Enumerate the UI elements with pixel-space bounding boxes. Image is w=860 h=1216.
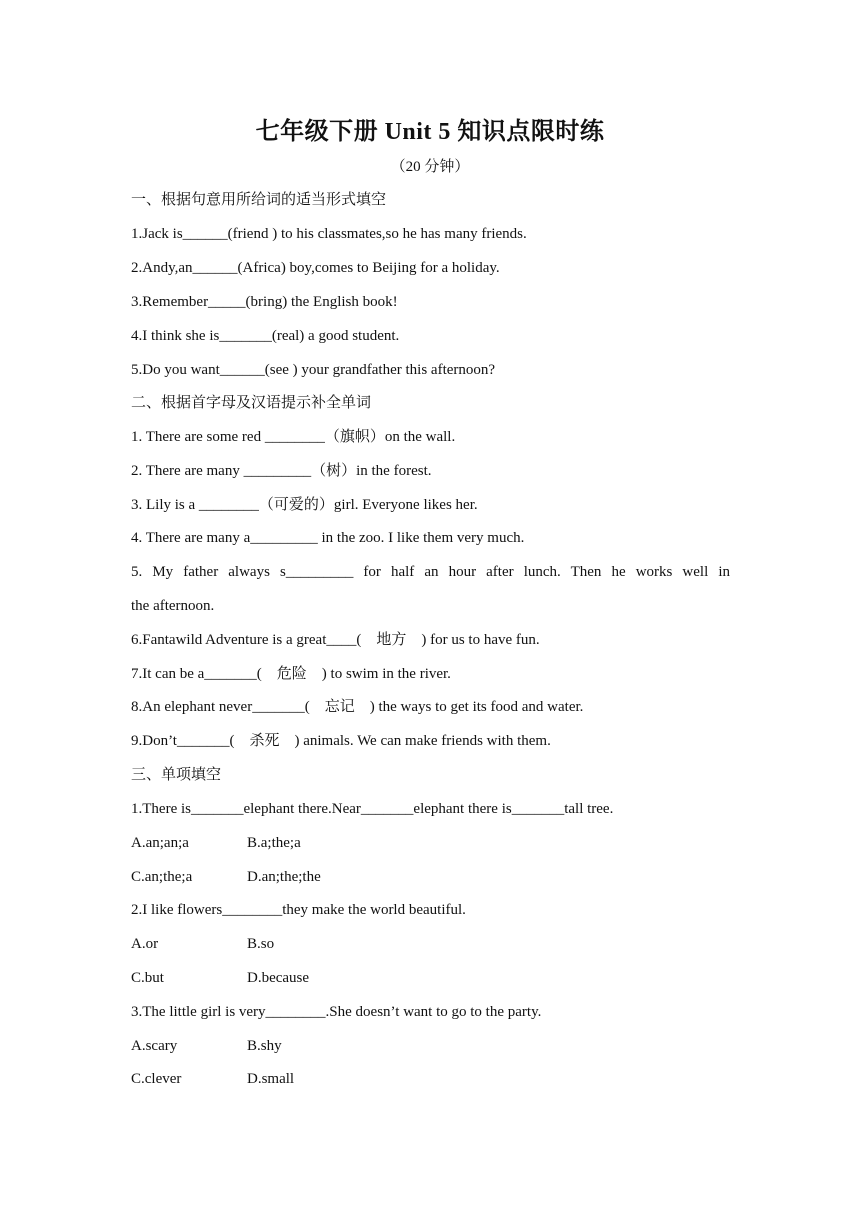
q3-option-d: D.small [247, 1071, 295, 1087]
section-2-question-5-continued: the afternoon. [131, 598, 215, 614]
section-2-heading: 二、根据首字母及汉语提示补全单词 [131, 395, 372, 411]
q1-option-d: D.an;the;the [247, 869, 321, 885]
section-2-question-5: 5. My father always s_________ for half an hour after lunch. Then he works well in [131, 564, 730, 580]
q3-option-b: B.shy [247, 1038, 282, 1054]
section-2-question-7: 7.It can be a_______( 危险 ) to swim in the river. [131, 666, 451, 682]
section-2-question-9: 9.Don’t_______( 杀死 ) animals. We can make friends with them. [131, 733, 551, 749]
q3-option-c: C.clever [131, 1071, 182, 1087]
q1-option-c: C.an;the;a [131, 869, 193, 885]
section-1-question-2: 2.Andy,an______(Africa) boy,comes to Beijing for a holiday. [131, 260, 500, 276]
q1-option-a: A.an;an;a [131, 835, 189, 851]
q2-option-d: D.because [247, 970, 310, 986]
section-1-question-3: 3.Remember_____(bring) the English book! [131, 294, 398, 310]
section-2-question-4: 4. There are many a_________ in the zoo. I like them very much. [131, 530, 525, 546]
section-3-question-1: 1.There is_______elephant there.Near_______elephant there is_______tall tree. [131, 801, 614, 817]
q2-option-a: A.or [131, 936, 159, 952]
document-subtitle: （20 分钟） [390, 159, 470, 175]
section-1-question-1: 1.Jack is______(friend ) to his classmates,so he has many friends. [131, 226, 527, 242]
q1-option-b: B.a;the;a [247, 835, 301, 851]
section-1-question-4: 4.I think she is_______(real) a good student. [131, 328, 400, 344]
section-3-question-3: 3.The little girl is very________.She doesn’t want to go to the party. [131, 1004, 542, 1020]
q2-option-b: B.so [247, 936, 275, 952]
document-title: 七年级下册 Unit 5 知识点限时练 [255, 119, 605, 145]
section-3-question-2: 2.I like flowers________they make the world beautiful. [131, 902, 466, 918]
section-1-heading: 一、根据句意用所给词的适当形式填空 [131, 192, 387, 208]
section-2-question-2: 2. There are many _________（树）in the forest. [131, 463, 432, 479]
section-2-question-3: 3. Lily is a ________（可爱的）girl. Everyone likes her. [131, 497, 478, 513]
section-1-question-5: 5.Do you want______(see ) your grandfather this afternoon? [131, 362, 496, 378]
section-3-heading: 三、单项填空 [131, 767, 222, 783]
q2-option-c: C.but [131, 970, 164, 986]
section-2-question-1: 1. There are some red ________（旗帜）on the wall. [131, 429, 456, 445]
q3-option-a: A.scary [131, 1038, 178, 1054]
section-2-question-8: 8.An elephant never_______( 忘记 ) the ways to get its food and water. [131, 699, 584, 715]
section-2-question-6: 6.Fantawild Adventure is a great____( 地方 ) for us to have fun. [131, 632, 540, 648]
